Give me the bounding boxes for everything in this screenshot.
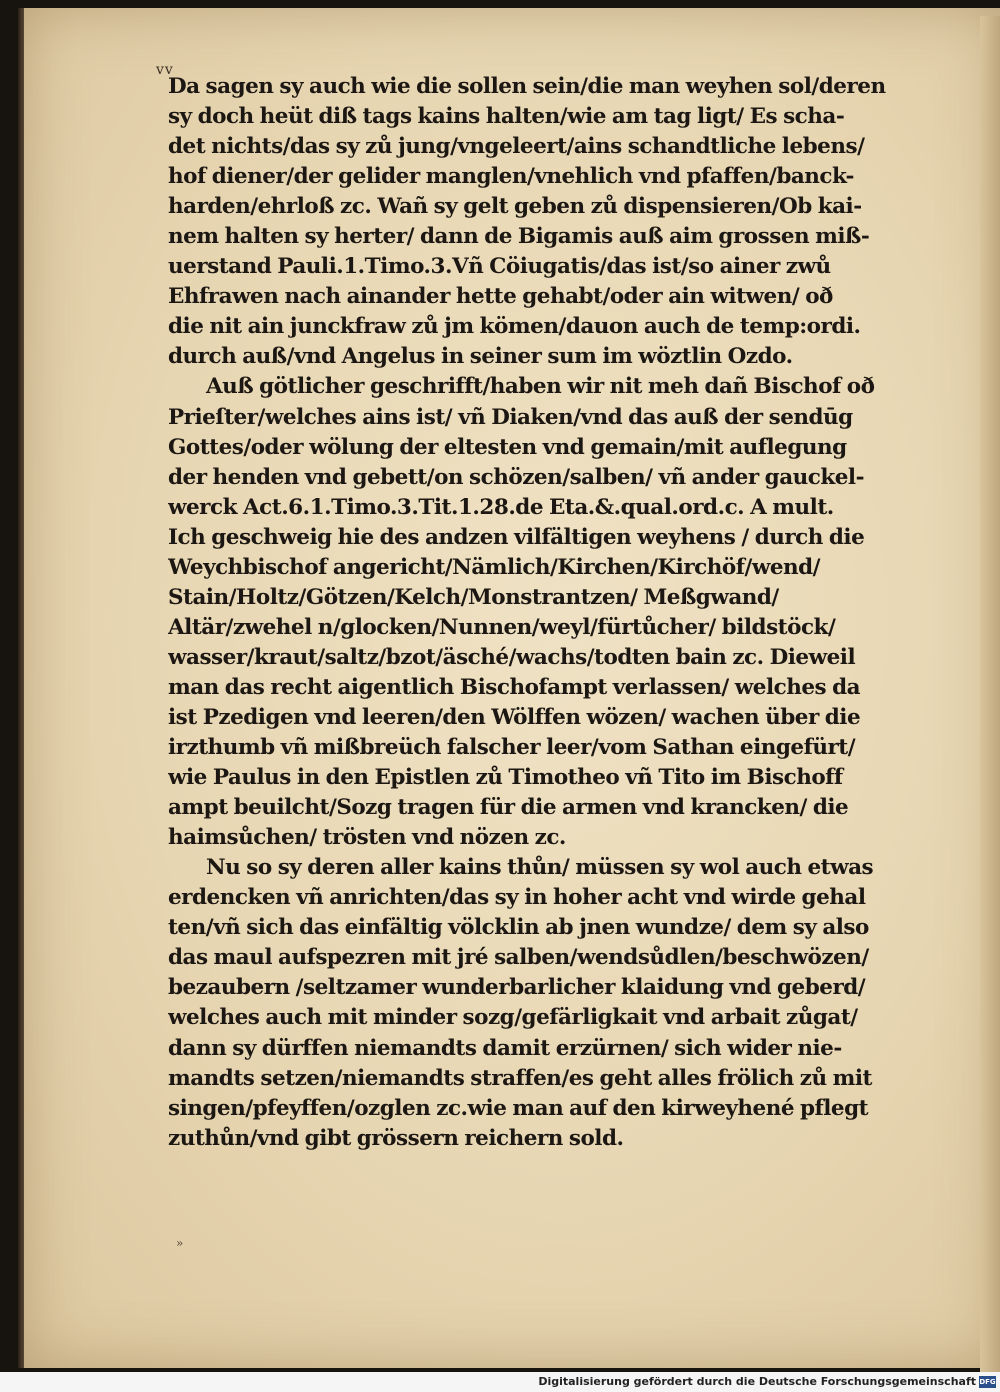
text-line: hof diener/der gelider manglen/vnehlich vnd pfaffen/banck-: [168, 164, 854, 190]
paragraph-start-line: Nu so sy deren aller kains thůn/ müssen sy wol auch etwas: [206, 855, 874, 881]
text-line: irzthumb vñ mißbreüch falscher leer/vom Sathan eingefürt/: [168, 735, 856, 761]
text-line: dann sy dürffen niemandts damit erzürnen/ sich wider nie-: [168, 1035, 842, 1061]
paragraph-start-line: Auß götlicher geschrifft/haben wir nit meh dañ Bischof oð: [206, 374, 875, 400]
text-line: Ehfrawen nach ainander hette gehabt/oder ain witwen/ oð: [168, 284, 833, 310]
text-line: harden/ehrloß zc. Wañ sy gelt geben zů dispensieren/Ob kai-: [168, 194, 862, 220]
bottom-mark: »: [176, 1236, 184, 1250]
text-line: Ich geschweig hie des andzen vilfältigen weyhens / durch die: [168, 524, 865, 550]
text-line: mandts setzen/niemandts straffen/es geht alles frölich zů mit: [168, 1065, 872, 1091]
funding-credit: Digitalisierung gefördert durch die Deutsche Forschungsgemeinschaft: [538, 1375, 976, 1388]
page-edge: [980, 16, 1000, 1376]
text-line: ampt beuilcht/Sozg tragen für die armen vnd krancken/ die: [168, 795, 849, 821]
text-line: sy doch heüt diß tags kains halten/wie am tag ligt/ Es scha-: [168, 104, 845, 130]
text-line: welches auch mit minder sozg/gefärligkait vnd arbait zůgat/: [168, 1005, 858, 1031]
text-line: werck Act.6.1.Timo.3.Tit.1.28.de Eta.&.qual.ord.c. A mult.: [168, 494, 834, 520]
text-line: durch auß/vnd Angelus in seiner sum im wöztlin Ozdo.: [168, 344, 793, 370]
text-line: ist Pzedigen vnd leeren/den Wölffen wözen/ wachen über die: [168, 704, 861, 730]
text-line: det nichts/das sy zů jung/vngeleert/ains schandtliche lebens/: [168, 134, 865, 160]
text-line: man das recht aigentlich Bischofampt verlassen/ welches da: [168, 674, 861, 700]
text-line: bezaubern /seltzamer wunderbarlicher klaidung vnd geberd/: [168, 975, 866, 1001]
text-line: singen/pfeyffen/ozglen zc.wie man auf den kirweyhené pflegt: [168, 1095, 869, 1121]
dfg-logo-icon: DFG: [979, 1378, 996, 1386]
text-line: das maul aufspezren mit jré salben/wendsůdlen/beschwözen/: [168, 945, 869, 971]
text-line: wie Paulus in den Epistlen zů Timotheo vñ Tito im Bischoff: [168, 765, 843, 791]
text-line: erdencken vñ anrichten/das sy in hoher acht vnd wirde gehal: [168, 885, 866, 911]
page-text: [168, 72, 928, 1154]
text-line: Weychbischof angericht/Nämlich/Kirchen/Kirchöf/wend/: [168, 554, 821, 580]
footer-bar: [0, 1372, 1000, 1392]
catchmark: vv: [156, 62, 174, 78]
text-line: uerstand Pauli.1.Timo.3.Vñ Cöiugatis/das ist/so ainer zwů: [168, 254, 831, 280]
text-line: Stain/Holtz/Götzen/Kelch/Monstrantzen/ Meßgwand/: [168, 584, 779, 610]
text-line: der henden vnd gebett/on schözen/salben/ vñ ander gauckel-: [168, 464, 865, 490]
text-line: Altär/zwehel n/glocken/Nunnen/weyl/fürtůcher/ bildstöck/: [168, 614, 836, 640]
text-line: haimsůchen/ trösten vnd nözen zc.: [168, 825, 566, 851]
text-line: ten/vñ sich das einfältig völcklin ab jnen wundze/ dem sy also: [168, 915, 869, 941]
text-line: die nit ain junckfraw zů jm kömen/dauon auch de temp:ordi.: [168, 314, 861, 340]
text-line: nem halten sy herter/ dann de Bigamis auß aim grossen miß-: [168, 224, 870, 250]
text-line: Gottes/oder wölung der eltesten vnd gemain/mit auflegung: [168, 434, 847, 460]
text-line: wasser/kraut/saltz/bzot/äsché/wachs/todten bain zc. Dieweil: [168, 644, 856, 670]
text-line: Da sagen sy auch wie die sollen sein/die man weyhen sol/deren: [168, 74, 886, 99]
text-line: zuthůn/vnd gibt grössern reichern sold.: [168, 1125, 624, 1151]
text-line: Prieſter/welches ains ist/ vñ Diaken/vnd das auß der sendūg: [168, 404, 853, 430]
